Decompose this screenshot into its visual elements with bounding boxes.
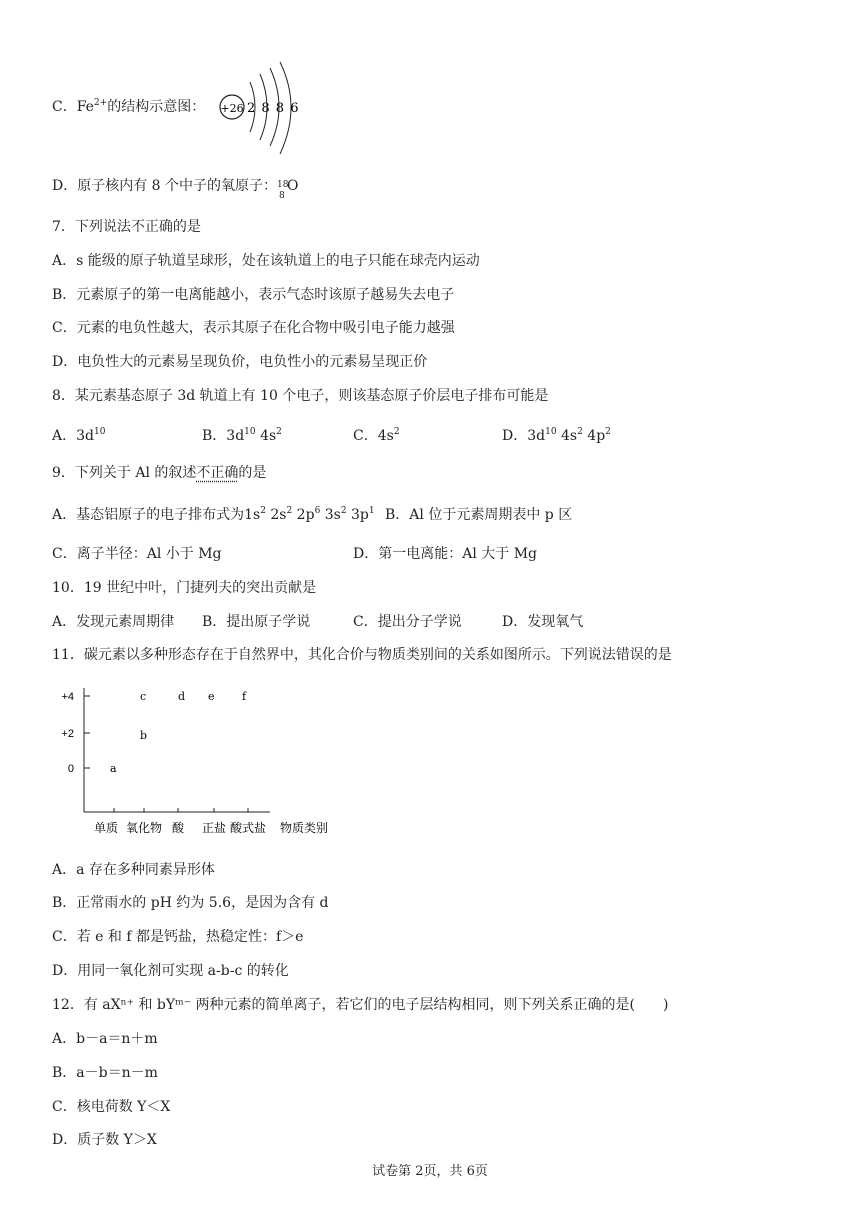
q8-option-b: B．$3d^{10}$ $4s^2$: [202, 427, 282, 444]
shell-electrons: 2 8 8 6: [247, 101, 300, 116]
q11-option-d: D．用同一氧化剂可实现 a-b-c 的转化: [52, 963, 289, 979]
q11-option-a: A．a 存在多种同素异形体: [52, 862, 215, 878]
point-label-e: e: [208, 690, 215, 703]
point-label-f: f: [242, 690, 247, 703]
q11-option-b: B．正常雨水的 pH 约为 5.6，是因为含有 d: [52, 895, 329, 911]
q9-option-a: A．基态铝原子的电子排布式为$1s^2$ $2s^2$ $2p^6$ $3s^2$ $3p^1$: [52, 506, 375, 523]
q12-option-a: A．b－a＝n＋m: [52, 1031, 158, 1047]
fe-ion-structure-diagram: [212, 60, 312, 160]
q8-option-d: D．$3d^{10}$ $4s^2$ $4p^2$: [502, 427, 611, 444]
q6-option-c: C．$Fe^{2+}$的结构示意图：: [52, 98, 206, 115]
q7-option-b: B．元素原子的第一电离能越小，表示气态时该原子越易失去电子: [52, 287, 455, 303]
q10-option-b: B．提出原子学说: [202, 614, 311, 630]
q10-option-a: A．发现元素周期律: [52, 614, 175, 630]
q8-option-a: A．$3d^{10}$: [52, 427, 106, 444]
q7-stem: 7．下列说法不正确的是: [52, 219, 201, 235]
carbon-valence-chart: [52, 680, 342, 840]
q9-option-c: C．离子半径：Al 小于 Mg: [52, 546, 222, 562]
point-label-b: b: [140, 729, 148, 742]
x-category-label: 酸式盐: [229, 821, 267, 835]
x-category-label: 正盐: [201, 821, 227, 835]
q8-stem: 8．某元素基态原子 3d 轨道上有 10 个电子，则该基态原子价层电子排布可能是: [52, 388, 549, 404]
q10-option-c: C．提出分子学说: [353, 614, 462, 630]
q9-stem: 9．下列关于 Al 的叙述不正确的是: [52, 465, 267, 481]
q12-option-b: B．a－b＝n－m: [52, 1065, 158, 1081]
q7-option-c: C．元素的电负性越大，表示其原子在化合物中吸引电子能力越强: [52, 320, 455, 336]
q6-option-d: D．原子核内有 8 个中子的氧原子： 18 8 O: [52, 178, 299, 201]
y-tick-label: 0: [67, 763, 74, 775]
q8-option-c: C．$4s^2$: [353, 427, 400, 444]
point-label-a: a: [110, 762, 117, 775]
q11-option-c: C．若 e 和 f 都是钙盐，热稳定性：f＞e: [52, 929, 304, 945]
q11-stem: 11．碳元素以多种形态存在于自然界中，其化合价与物质类别间的关系如图所示。下列说法错误的是: [52, 647, 672, 663]
x-axis-title: 物质类别: [280, 821, 329, 835]
nucleus-charge: +26: [220, 102, 244, 115]
x-category-label: 酸: [171, 821, 185, 835]
q12-stem: 12．有 aXⁿ⁺ 和 bYᵐ⁻ 两种元素的简单离子，若它们的电子层结构相同，则下列关系正确的是( ): [52, 997, 669, 1013]
y-tick-label: +4: [61, 691, 74, 703]
x-category-label: 氧化物: [125, 821, 163, 835]
page-footer: 试卷第 2页，共 6页: [372, 1164, 488, 1179]
q9-option-b: B．Al 位于元素周期表中 p 区: [385, 507, 573, 523]
q7-option-a: A．s 能级的原子轨道呈球形，处在该轨道上的电子只能在球壳内运动: [52, 253, 480, 269]
q10-stem: 10．19 世纪中叶，门捷列夫的突出贡献是: [52, 580, 317, 596]
y-tick-label: +2: [61, 728, 74, 740]
oxygen-isotope-notation: 18 8: [277, 180, 289, 201]
q12-option-c: C．核电荷数 Y＜X: [52, 1099, 171, 1115]
point-label-d: d: [178, 690, 186, 703]
q7-option-d: D．电负性大的元素易呈现负价，电负性小的元素易呈现正价: [52, 354, 428, 370]
q10-option-d: D．发现氧气: [502, 614, 584, 630]
q12-option-d: D．质子数 Y＞X: [52, 1132, 157, 1148]
point-label-c: c: [140, 690, 147, 703]
x-category-label: 单质: [93, 821, 119, 835]
q9-option-d: D．第一电离能：Al 大于 Mg: [353, 546, 538, 562]
